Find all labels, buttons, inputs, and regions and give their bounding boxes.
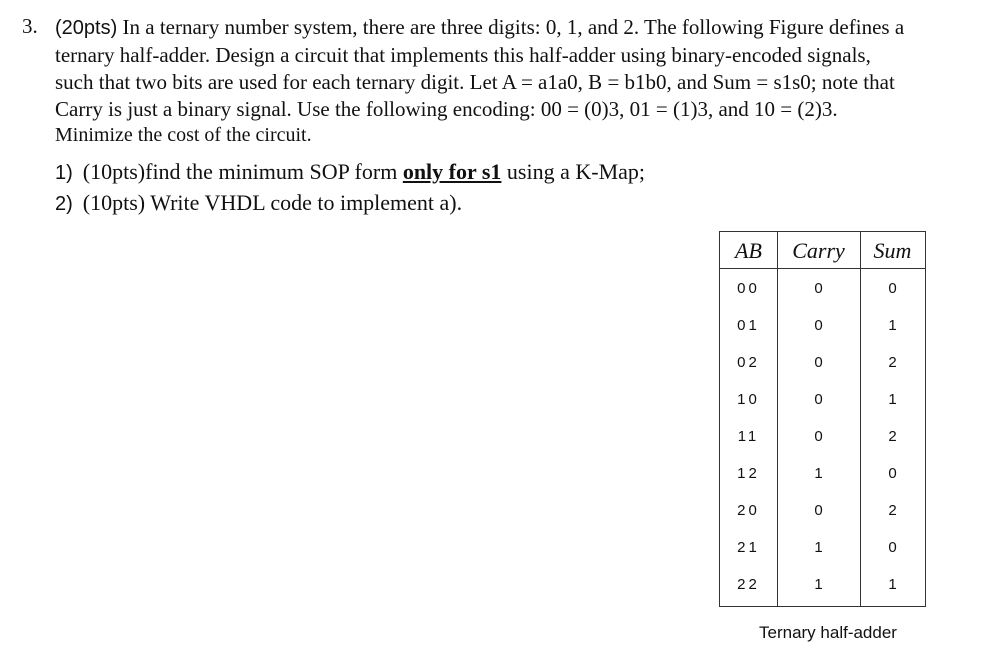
table-row xyxy=(720,420,925,457)
header-ab: AB xyxy=(735,238,762,263)
table-caption: Ternary half-adder xyxy=(759,623,897,642)
table-row xyxy=(720,272,925,309)
table-row xyxy=(720,568,925,605)
cell-sum: 1 xyxy=(888,576,897,593)
table-row xyxy=(720,383,925,420)
task-1: 1) (10pts)find the minimum SOP form only for s1 using a K-Map; xyxy=(55,159,646,184)
cell-sum: 0 xyxy=(888,539,897,556)
cell-ab: 01 xyxy=(737,317,760,334)
cell-carry: 0 xyxy=(814,502,823,519)
question-line-3: such that two bits are used for each ternary digit. Let A = a1a0, B = b1b0, and Sum = s1s0; note that xyxy=(55,70,895,94)
cell-carry: 0 xyxy=(814,280,823,297)
table-body xyxy=(720,272,925,605)
cell-ab: 12 xyxy=(737,465,760,482)
cell-sum: 0 xyxy=(888,280,897,297)
question-line-2: ternary half-adder. Design a circuit that implements this half-adder using binary-encoded signals, xyxy=(55,43,871,67)
cell-carry: 1 xyxy=(814,576,823,593)
question-points: (20pts) xyxy=(55,17,118,39)
emphasis-only-s1: only for s1 xyxy=(402,159,502,184)
cell-sum: 2 xyxy=(888,428,897,445)
cell-ab: 21 xyxy=(737,539,760,556)
cell-ab: 10 xyxy=(737,391,760,408)
table-row xyxy=(720,346,925,383)
cell-carry: 0 xyxy=(814,317,823,334)
cell-ab: 20 xyxy=(737,502,760,519)
cell-sum: 1 xyxy=(888,317,897,334)
table-row xyxy=(720,309,925,346)
table-row xyxy=(720,531,925,568)
cell-carry: 1 xyxy=(814,465,823,482)
question-line-1: (20pts) In a ternary number system, there are three digits: 0, 1, and 2. The following Figure defines a xyxy=(55,15,905,39)
cell-ab: 22 xyxy=(737,576,760,593)
cell-sum: 0 xyxy=(888,465,897,482)
cell-carry: 1 xyxy=(814,539,823,556)
table-row xyxy=(720,494,925,531)
cell-carry: 0 xyxy=(814,354,823,371)
question-number: 3. xyxy=(22,14,38,38)
table-row xyxy=(720,457,925,494)
task-list xyxy=(55,157,645,219)
cell-sum: 1 xyxy=(888,391,897,408)
cell-carry: 0 xyxy=(814,391,823,408)
cell-carry: 0 xyxy=(814,428,823,445)
question-line-4: Carry is just a binary signal. Use the following encoding: 00 = (0)3, 01 = (1)3, and 10 = (2)3. xyxy=(55,97,838,121)
header-sum: Sum xyxy=(873,238,912,263)
cell-sum: 2 xyxy=(888,502,897,519)
minimize-instruction: Minimize the cost of the circuit. xyxy=(55,124,312,146)
cell-sum: 2 xyxy=(888,354,897,371)
truth-table xyxy=(719,231,926,607)
question-text xyxy=(55,14,975,123)
header-divider xyxy=(720,268,925,269)
cell-ab: 02 xyxy=(737,354,760,371)
header-carry: Carry xyxy=(792,238,845,263)
cell-ab: 11 xyxy=(737,428,760,445)
task-2: 2) (10pts) Write VHDL code to implement a). xyxy=(55,190,463,215)
cell-ab: 00 xyxy=(737,280,760,297)
